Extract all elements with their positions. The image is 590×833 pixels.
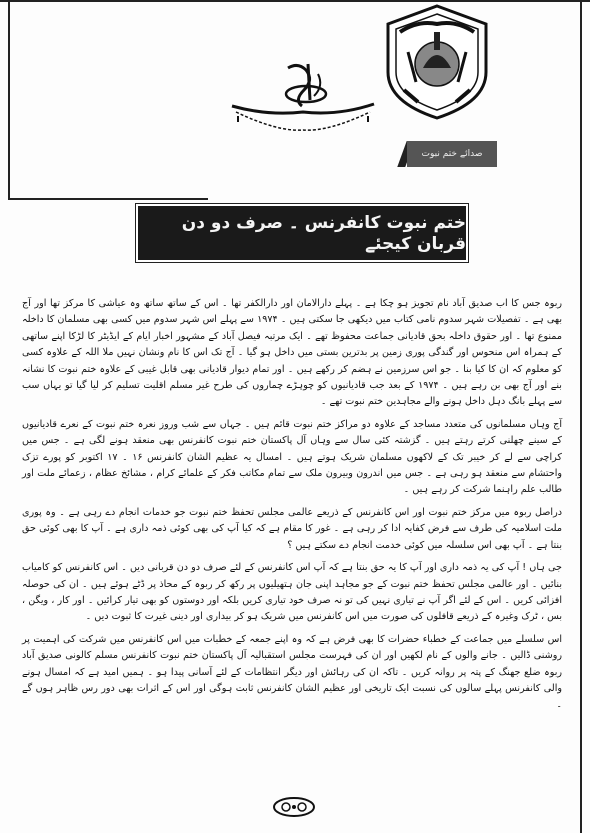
ornament-icon xyxy=(272,796,316,818)
paragraph-4: جی ہاں ! آپ کی یہ ذمہ داری اور آپ کا یہ حق بنتا ہے کہ آپ اس کانفرنس کے لئے صرف دو دن قربانی دیں ۔ اس کانفرنس کو کامیاب بنائیں ۔ اور عالمی مجلس تحفظ ختم نبوت کے جو مجاہد اپنی جان ہتھیلیوں پر رکھ کر ربوہ کے محاذ پر ڈٹے ہوئے ہیں ۔ ان کی حوصلہ افزائی کریں ۔ اس کے لئے اگر آپ نے تیاری نہیں کی تو نہ صرف خود تیاری کریں بلکہ اور دوستوں کو بھی تیار کرائیں ۔ اور کار ، ویگن ، بس ، ٹرک وغیرہ کے ذریعے قافلوں کی صورت میں اس کانفرنس میں شریک ہو کر بیداری اور دینی غیرت کا ثبوت دیں ۔ xyxy=(22,562,562,623)
frame-right xyxy=(580,0,582,833)
paragraph-1: ربوہ جس کا اب صدیق آباد نام تجویز ہو چکا ہے ۔ پہلے دارالامان اور دارالکفر تھا ۔ اس کے ساتھ ساتھ وہ عیاشی کا مرکز تھا اور آج بھی ہے ۔ تفصیلات شہر سدوم نامی کتاب میں دیکھی جا سکتی ہیں ۔ ۱۹۷۴ سے پہلے اس شہر سدوم میں کسی بھی مسلمان کا داخلہ ممنوع تھا ۔ اور حقوق داخلہ بحق قادیانی جماعت محفوظ تھے ۔ ایک مرتبہ فیصل آباد کے مشہور اخبار ایام کے ایڈیٹر کا لڑکا اپنے ساتھی کے ہمراہ اس منحوس اور گندگی پوری زمین پر بدترین بستی میں داخل ہو گیا ۔ آج تک اس کا نام ونشان نہیں ملا اللہ کے علاوہ کسی کو معلوم کہ ان کا کیا بنا ۔ جو اس سرزمین نے ہضم کر رکھے ہیں ۔ اور تمام دیوار قادیانی بھی قابل غیبی کے علاوہ ختم نبوت کا نشانہ بنے اور آج بھی بن رہے ہیں ۔ ۱۹۷۴ کے بعد جب قادیانیوں کو چوہڑے چماروں کی طرح غیر مسلم اقلیت تسلیم کر لیا گیا تو یہاں سب سے پہلے بانگ دہل داخل ہونے والے مجاہدین ختم نبوت تھے ۔ xyxy=(22,298,562,408)
section-tag: صدائے ختم نبوت xyxy=(407,141,497,167)
paragraph-2: آج وہاں مسلمانوں کی متعدد مساجد کے علاوہ دو مراکز ختم نبوت قائم ہیں ۔ جہاں سے شب وروز نعرہ ختم نبوت کے نعرے قادیانیوں کے سینے چھلنی کرتے رہتے ہیں ۔ گزشتہ کئی سال سے وہاں آل پاکستان ختم نبوت کانفرنس بھی منعقد ہونے لگی ہے ۔ جس میں کراچی سے لے کر خیبر تک کے لاکھوں مسلمان شریک ہوتے ہیں ۔ امسال یہ عظیم الشان کانفرنس ۱۶ ۔ ۱۷ اکتوبر کو پورے تزک واحتشام سے منعقد ہو رہی ہے ۔ جس میں اندرون وبیرون ملک سے تمام مکاتب فکر کے علمائے کرام ، مشائخ عظام ، زعمائے ملت اور طالب علم راہنما شرکت کر رہے ہیں ۔ xyxy=(22,418,562,496)
calligraphy-seal-icon xyxy=(228,60,378,140)
article-title: ختم نبوت کانفرنس ۔ صرف دو دن قربان کیجئے xyxy=(138,206,466,260)
article-body xyxy=(22,296,562,720)
emblem-icon xyxy=(378,2,496,122)
paragraph-3: دراصل ربوہ میں مرکز ختم نبوت اور اس کانفرنس کے ذریعے عالمی مجلس تحفظ ختم نبوت جو خدمات انجام دے رہی ہے ۔ وہ پوری ملت اسلامیہ کی طرف سے فرض کفایہ ادا کر رہی ہے ۔ غور کا مقام ہے کہ کیا آپ کی بھی کوئی ذمہ داری ہے ۔ آپ کا بھی کوئی حق بنتا ہے ۔ آپ بھی اس سلسلہ میں کوئی خدمت انجام دے سکتے ہیں ؟ xyxy=(22,506,562,551)
paragraph-5: اس سلسلے میں جماعت کے خطباء حضرات کا بھی فرض ہے کہ وہ اپنے جمعہ کے خطبات میں اس کانفرنس میں شرکت کی اہمیت پر روشنی ڈالیں ۔ جانے والوں کے نام لکھیں اور ان کی فہرست مجلس استقبالیہ آل پاکستان ختم نبوت کانفرنس مسلم کالونی صدیق آباد ربوہ ضلع جھنگ کے پتہ پر روانہ کریں ۔ تاکہ ان کی رہائش اور دیگر انتظامات کے لئے آسانی پیدا ہو ۔ ہمیں امید ہے کہ امسال ہونے والی کانفرنس پہلے سالوں کی نسبت ایک تاریخی اور عظیم الشان کانفرنس ثابت ہوگی اور اس کے اثرات بھی دور رس ظاہر ہوں گے ۔ xyxy=(22,633,562,711)
frame-top xyxy=(0,0,590,2)
frame-left-upper xyxy=(8,0,10,200)
frame-mid-left xyxy=(8,198,208,200)
